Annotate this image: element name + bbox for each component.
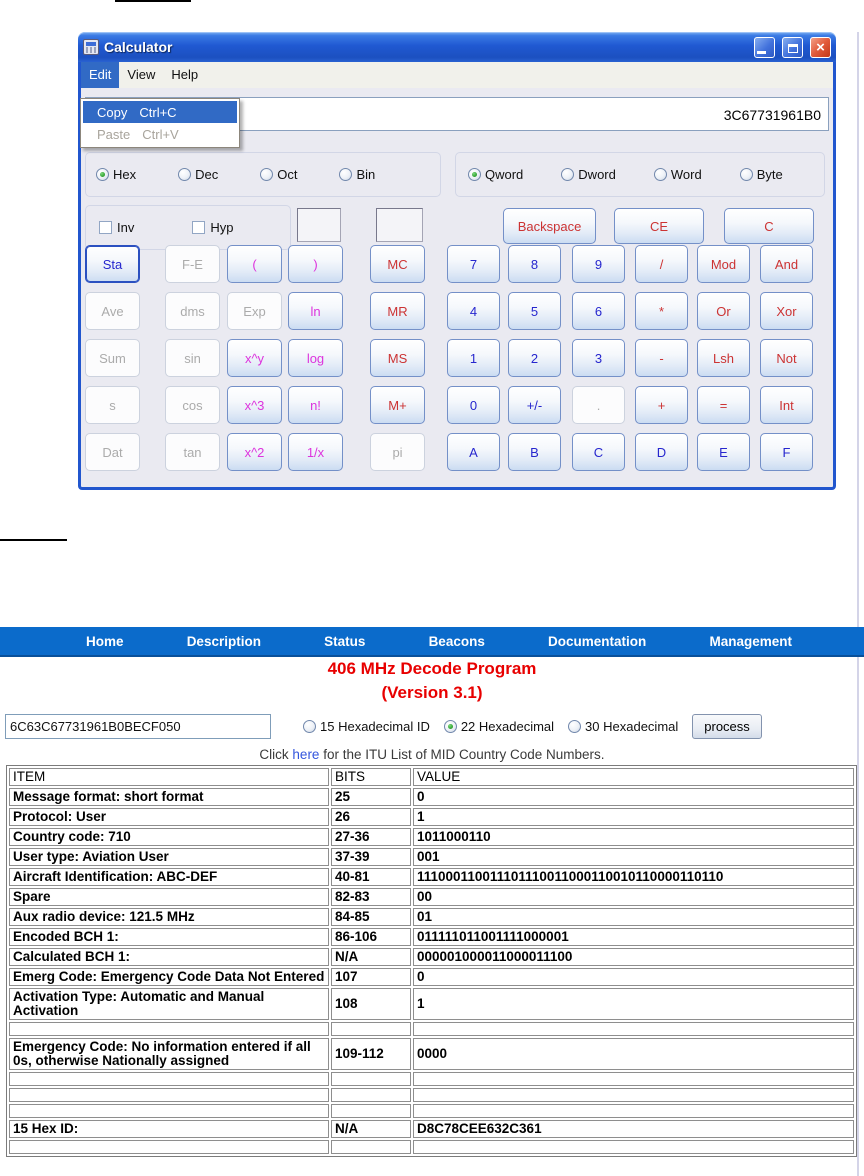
itu-link-line [0, 747, 864, 762]
cell-value: 001 [413, 848, 854, 866]
decoder-title: 406 MHz Decode Program [327, 659, 537, 678]
key-f[interactable]: F [760, 433, 813, 471]
table-row [9, 908, 854, 926]
link-suffix: for the ITU List of MID Country Code Numbers. [319, 747, 605, 762]
cell-bits: N/A [331, 1120, 411, 1138]
key-cos: cos [165, 386, 220, 424]
table-row [9, 1038, 854, 1070]
checkbox-icon [192, 221, 205, 234]
cell-bits [331, 1072, 411, 1086]
hyp-checkbox[interactable] [192, 220, 233, 235]
backspace-button[interactable]: Backspace [503, 208, 596, 244]
word-radio-word[interactable] [654, 167, 702, 182]
nav-item-management[interactable]: Management [709, 633, 792, 649]
cell-bits [331, 1104, 411, 1118]
cell-item: Emerg Code: Emergency Code Data Not Entered [9, 968, 329, 986]
hex-length-radio-label: 22 Hexadecimal [460, 718, 555, 734]
cell-item [9, 1088, 329, 1102]
radio-icon [303, 720, 316, 733]
table-row [9, 1072, 854, 1086]
key-sin: sin [165, 339, 220, 377]
cell-item: Protocol: User [9, 808, 329, 826]
calculator-titlebar[interactable] [78, 32, 836, 62]
menu-item-paste-label: Paste [97, 126, 131, 142]
key-exp: Exp [227, 292, 282, 330]
cell-item: Activation Type: Automatic and Manual Activation [9, 988, 329, 1020]
word-radio-label: Qword [485, 167, 524, 182]
cell-value: D8C78CEE632C361 [413, 1120, 854, 1138]
cell-item [9, 1072, 329, 1086]
key-xor[interactable]: Xor [760, 292, 813, 330]
key-divide[interactable]: / [635, 245, 688, 283]
menu-item-copy[interactable] [83, 101, 237, 123]
key-s: s [85, 386, 140, 424]
cell-value: 0 [413, 968, 854, 986]
cell-bits: 37-39 [331, 848, 411, 866]
hyp-checkbox-label: Hyp [210, 220, 234, 235]
process-button[interactable]: process [692, 714, 762, 739]
cell-value: 0 [413, 788, 854, 806]
table-row [9, 988, 854, 1020]
key-sta[interactable]: Sta [85, 245, 140, 283]
hex-id-input[interactable] [5, 714, 271, 739]
cell-value: 1 [413, 808, 854, 826]
radio-icon [444, 720, 457, 733]
base-radio-oct[interactable] [260, 167, 297, 182]
decoder-version: (Version 3.1) [381, 683, 483, 702]
calculator-icon [83, 39, 99, 55]
hex-length-radio-group [303, 719, 678, 734]
key-log[interactable]: log [288, 339, 343, 377]
word-size-group [455, 152, 825, 197]
cell-item: Country code: 710 [9, 828, 329, 846]
key-open-paren[interactable]: ( [227, 245, 282, 283]
cropped-underline-mid [0, 539, 67, 541]
key-x-pow-y[interactable]: x^y [227, 339, 282, 377]
cell-bits [331, 1088, 411, 1102]
table-row [9, 788, 854, 806]
decode-table [6, 765, 857, 1157]
radio-icon [740, 168, 753, 181]
word-radio-dword[interactable] [561, 167, 616, 182]
key-add[interactable]: + [635, 386, 688, 424]
radio-icon [178, 168, 191, 181]
base-radio-label: Bin [356, 167, 376, 182]
cell-value: 1011000110 [413, 828, 854, 846]
hex-length-radio-22-hexadecimal[interactable] [444, 719, 554, 734]
cell-value: 01 [413, 908, 854, 926]
link-prefix: Click [259, 747, 293, 762]
key-f-e: F-E [165, 245, 220, 283]
close-button[interactable] [810, 37, 831, 58]
cell-bits: 82-83 [331, 888, 411, 906]
table-row [9, 868, 854, 886]
key-m[interactable]: M+ [370, 386, 425, 424]
nav-item-documentation[interactable]: Documentation [548, 633, 647, 649]
word-radio-byte[interactable] [740, 167, 783, 182]
key-8[interactable]: 8 [508, 245, 561, 283]
maximize-button[interactable] [782, 37, 803, 58]
inv-checkbox[interactable] [99, 220, 134, 235]
cell-bits: 108 [331, 988, 411, 1020]
decoder-navbar [0, 627, 864, 657]
cell-item: Emergency Code: No information entered if all 0s, otherwise Nationally assigned [9, 1038, 329, 1070]
close-icon: × [816, 38, 825, 56]
cell-item: Spare [9, 888, 329, 906]
nav-item-home[interactable]: Home [86, 633, 124, 649]
key-5[interactable]: 5 [508, 292, 561, 330]
nav-item-status[interactable]: Status [324, 633, 366, 649]
cell-bits: 109-112 [331, 1038, 411, 1070]
cell-value [413, 1104, 854, 1118]
radio-icon [561, 168, 574, 181]
base-radio-dec[interactable] [178, 167, 218, 182]
key-6[interactable]: 6 [572, 292, 625, 330]
table-header-row [9, 768, 854, 786]
header-bits: BITS [331, 768, 411, 786]
cell-bits: 27-36 [331, 828, 411, 846]
cell-item: Encoded BCH 1: [9, 928, 329, 946]
maximize-icon [788, 44, 798, 53]
cell-value: 000001000011000011100 [413, 948, 854, 966]
keypad [85, 245, 825, 471]
radio-icon [468, 168, 481, 181]
menu-item-paste [83, 123, 237, 145]
radio-icon [568, 720, 581, 733]
cell-item [9, 1104, 329, 1118]
menu-item-copy-shortcut: Ctrl+C [139, 104, 177, 120]
itu-here-link[interactable]: here [292, 747, 320, 762]
key-1[interactable]: 1 [447, 339, 500, 377]
key-or[interactable]: Or [697, 292, 750, 330]
memory-indicator [376, 208, 423, 242]
cell-bits: 26 [331, 808, 411, 826]
cell-value [413, 1022, 854, 1036]
word-radio-qword[interactable] [468, 167, 523, 182]
cell-value: 1 [413, 988, 854, 1020]
cell-bits [331, 1022, 411, 1036]
key-d[interactable]: D [635, 433, 688, 471]
calculator-display: 3C67731961B0 [85, 97, 829, 131]
key-int[interactable]: Int [760, 386, 813, 424]
window-title: Calculator [104, 39, 173, 55]
number-base-group [85, 152, 441, 197]
key-tan: tan [165, 433, 220, 471]
clear-entry-button[interactable]: CE [614, 208, 704, 244]
cell-value [413, 1140, 854, 1154]
key-0[interactable]: 0 [447, 386, 500, 424]
menu-item-paste-shortcut: Ctrl+V [142, 126, 179, 142]
radio-icon [260, 168, 273, 181]
key-e[interactable]: E [697, 433, 750, 471]
key-ln[interactable]: ln [288, 292, 343, 330]
table-row [9, 1104, 854, 1118]
key-decimal: . [572, 386, 625, 424]
radio-icon [339, 168, 352, 181]
calculator-menubar [81, 62, 833, 88]
cell-item: Aircraft Identification: ABC-DEF [9, 868, 329, 886]
cell-value: 00 [413, 888, 854, 906]
cell-item [9, 1140, 329, 1154]
calculator-window [78, 32, 836, 490]
key-x-cube[interactable]: x^3 [227, 386, 282, 424]
clear-button[interactable]: C [724, 208, 814, 244]
radio-icon [96, 168, 109, 181]
hex-length-radio-label: 15 Hexadecimal ID [320, 718, 430, 734]
key-x-square[interactable]: x^2 [227, 433, 282, 471]
table-row [9, 1140, 854, 1154]
table-row [9, 928, 854, 946]
base-radio-bin[interactable] [339, 167, 375, 182]
edit-dropdown-menu [80, 98, 240, 148]
inv-checkbox-label: Inv [117, 220, 135, 235]
key-reciprocal[interactable]: 1/x [288, 433, 343, 471]
table-row [9, 948, 854, 966]
cell-bits [331, 1140, 411, 1154]
cell-item: Calculated BCH 1: [9, 948, 329, 966]
cell-value: 111000110011101110011000110010110000110110 [413, 868, 854, 886]
table-row [9, 1120, 854, 1138]
radio-icon [654, 168, 667, 181]
checkbox-icon [99, 221, 112, 234]
key-mr[interactable]: MR [370, 292, 425, 330]
key-2[interactable]: 2 [508, 339, 561, 377]
nav-item-description[interactable]: Description [186, 633, 261, 649]
key-and[interactable]: And [760, 245, 813, 283]
base-radio-label: Dec [195, 167, 219, 182]
cell-value [413, 1072, 854, 1086]
word-radio-label: Word [670, 167, 702, 182]
menu-edit[interactable]: Edit [81, 62, 119, 88]
minimize-button[interactable] [754, 37, 775, 58]
menu-item-copy-label: Copy [97, 104, 128, 120]
header-item: ITEM [9, 768, 329, 786]
header-value: VALUE [413, 768, 854, 786]
cell-bits: 86-106 [331, 928, 411, 946]
base-radio-label: Oct [277, 167, 298, 182]
table-row [9, 828, 854, 846]
word-radio-label: Dword [578, 167, 616, 182]
cropped-underline-top [115, 0, 191, 2]
base-radio-label: Hex [113, 167, 137, 182]
table-row [9, 968, 854, 986]
base-radio-hex[interactable] [96, 167, 136, 182]
menu-help[interactable]: Help [171, 67, 199, 82]
cell-item: User type: Aviation User [9, 848, 329, 866]
hex-length-radio-30-hexadecimal[interactable] [568, 719, 678, 734]
minimize-icon [757, 51, 766, 54]
hex-length-radio-label: 30 Hexadecimal [585, 718, 679, 734]
key-4[interactable]: 4 [447, 292, 500, 330]
key-mc[interactable]: MC [370, 245, 425, 283]
cell-item: 15 Hex ID: [9, 1120, 329, 1138]
table-row [9, 1088, 854, 1102]
key-multiply[interactable]: * [635, 292, 688, 330]
cell-bits: N/A [331, 948, 411, 966]
page-edge-line [857, 32, 859, 1176]
cell-value [413, 1088, 854, 1102]
menu-view[interactable]: View [127, 67, 156, 82]
decoder-input-row [5, 712, 859, 740]
cell-item: Aux radio device: 121.5 MHz [9, 908, 329, 926]
key-sign[interactable]: +/- [508, 386, 561, 424]
cell-bits: 107 [331, 968, 411, 986]
key-dat: Dat [85, 433, 140, 471]
table-row [9, 848, 854, 866]
hex-length-radio-15-hexadecimal-id[interactable] [303, 719, 430, 734]
paren-indicator [297, 208, 341, 242]
table-row [9, 1022, 854, 1036]
key-9[interactable]: 9 [572, 245, 625, 283]
cell-bits: 25 [331, 788, 411, 806]
cell-bits: 40-81 [331, 868, 411, 886]
key-not[interactable]: Not [760, 339, 813, 377]
key-pi: pi [370, 433, 425, 471]
inv-hyp-group [85, 205, 291, 250]
key-3[interactable]: 3 [572, 339, 625, 377]
cell-value: 011111011001111000001 [413, 928, 854, 946]
cell-item [9, 1022, 329, 1036]
key-factorial[interactable]: n! [288, 386, 343, 424]
key-dms: dms [165, 292, 220, 330]
word-radio-label: Byte [756, 167, 783, 182]
key-c[interactable]: C [572, 433, 625, 471]
table-row [9, 888, 854, 906]
key-7[interactable]: 7 [447, 245, 500, 283]
cell-value: 0000 [413, 1038, 854, 1070]
radio-dot [100, 172, 105, 177]
cell-item: Message format: short format [9, 788, 329, 806]
cell-bits: 84-85 [331, 908, 411, 926]
key-sum: Sum [85, 339, 140, 377]
radio-dot [448, 724, 453, 729]
key-lsh[interactable]: Lsh [697, 339, 750, 377]
radio-dot [472, 172, 477, 177]
key-ms[interactable]: MS [370, 339, 425, 377]
nav-item-beacons[interactable]: Beacons [428, 633, 485, 649]
key-equals[interactable]: = [697, 386, 750, 424]
table-row [9, 808, 854, 826]
key-a[interactable]: A [447, 433, 500, 471]
key-ave: Ave [85, 292, 140, 330]
key-subtract[interactable]: - [635, 339, 688, 377]
key-b[interactable]: B [508, 433, 561, 471]
key-mod[interactable]: Mod [697, 245, 750, 283]
key-close-paren[interactable]: ) [288, 245, 343, 283]
